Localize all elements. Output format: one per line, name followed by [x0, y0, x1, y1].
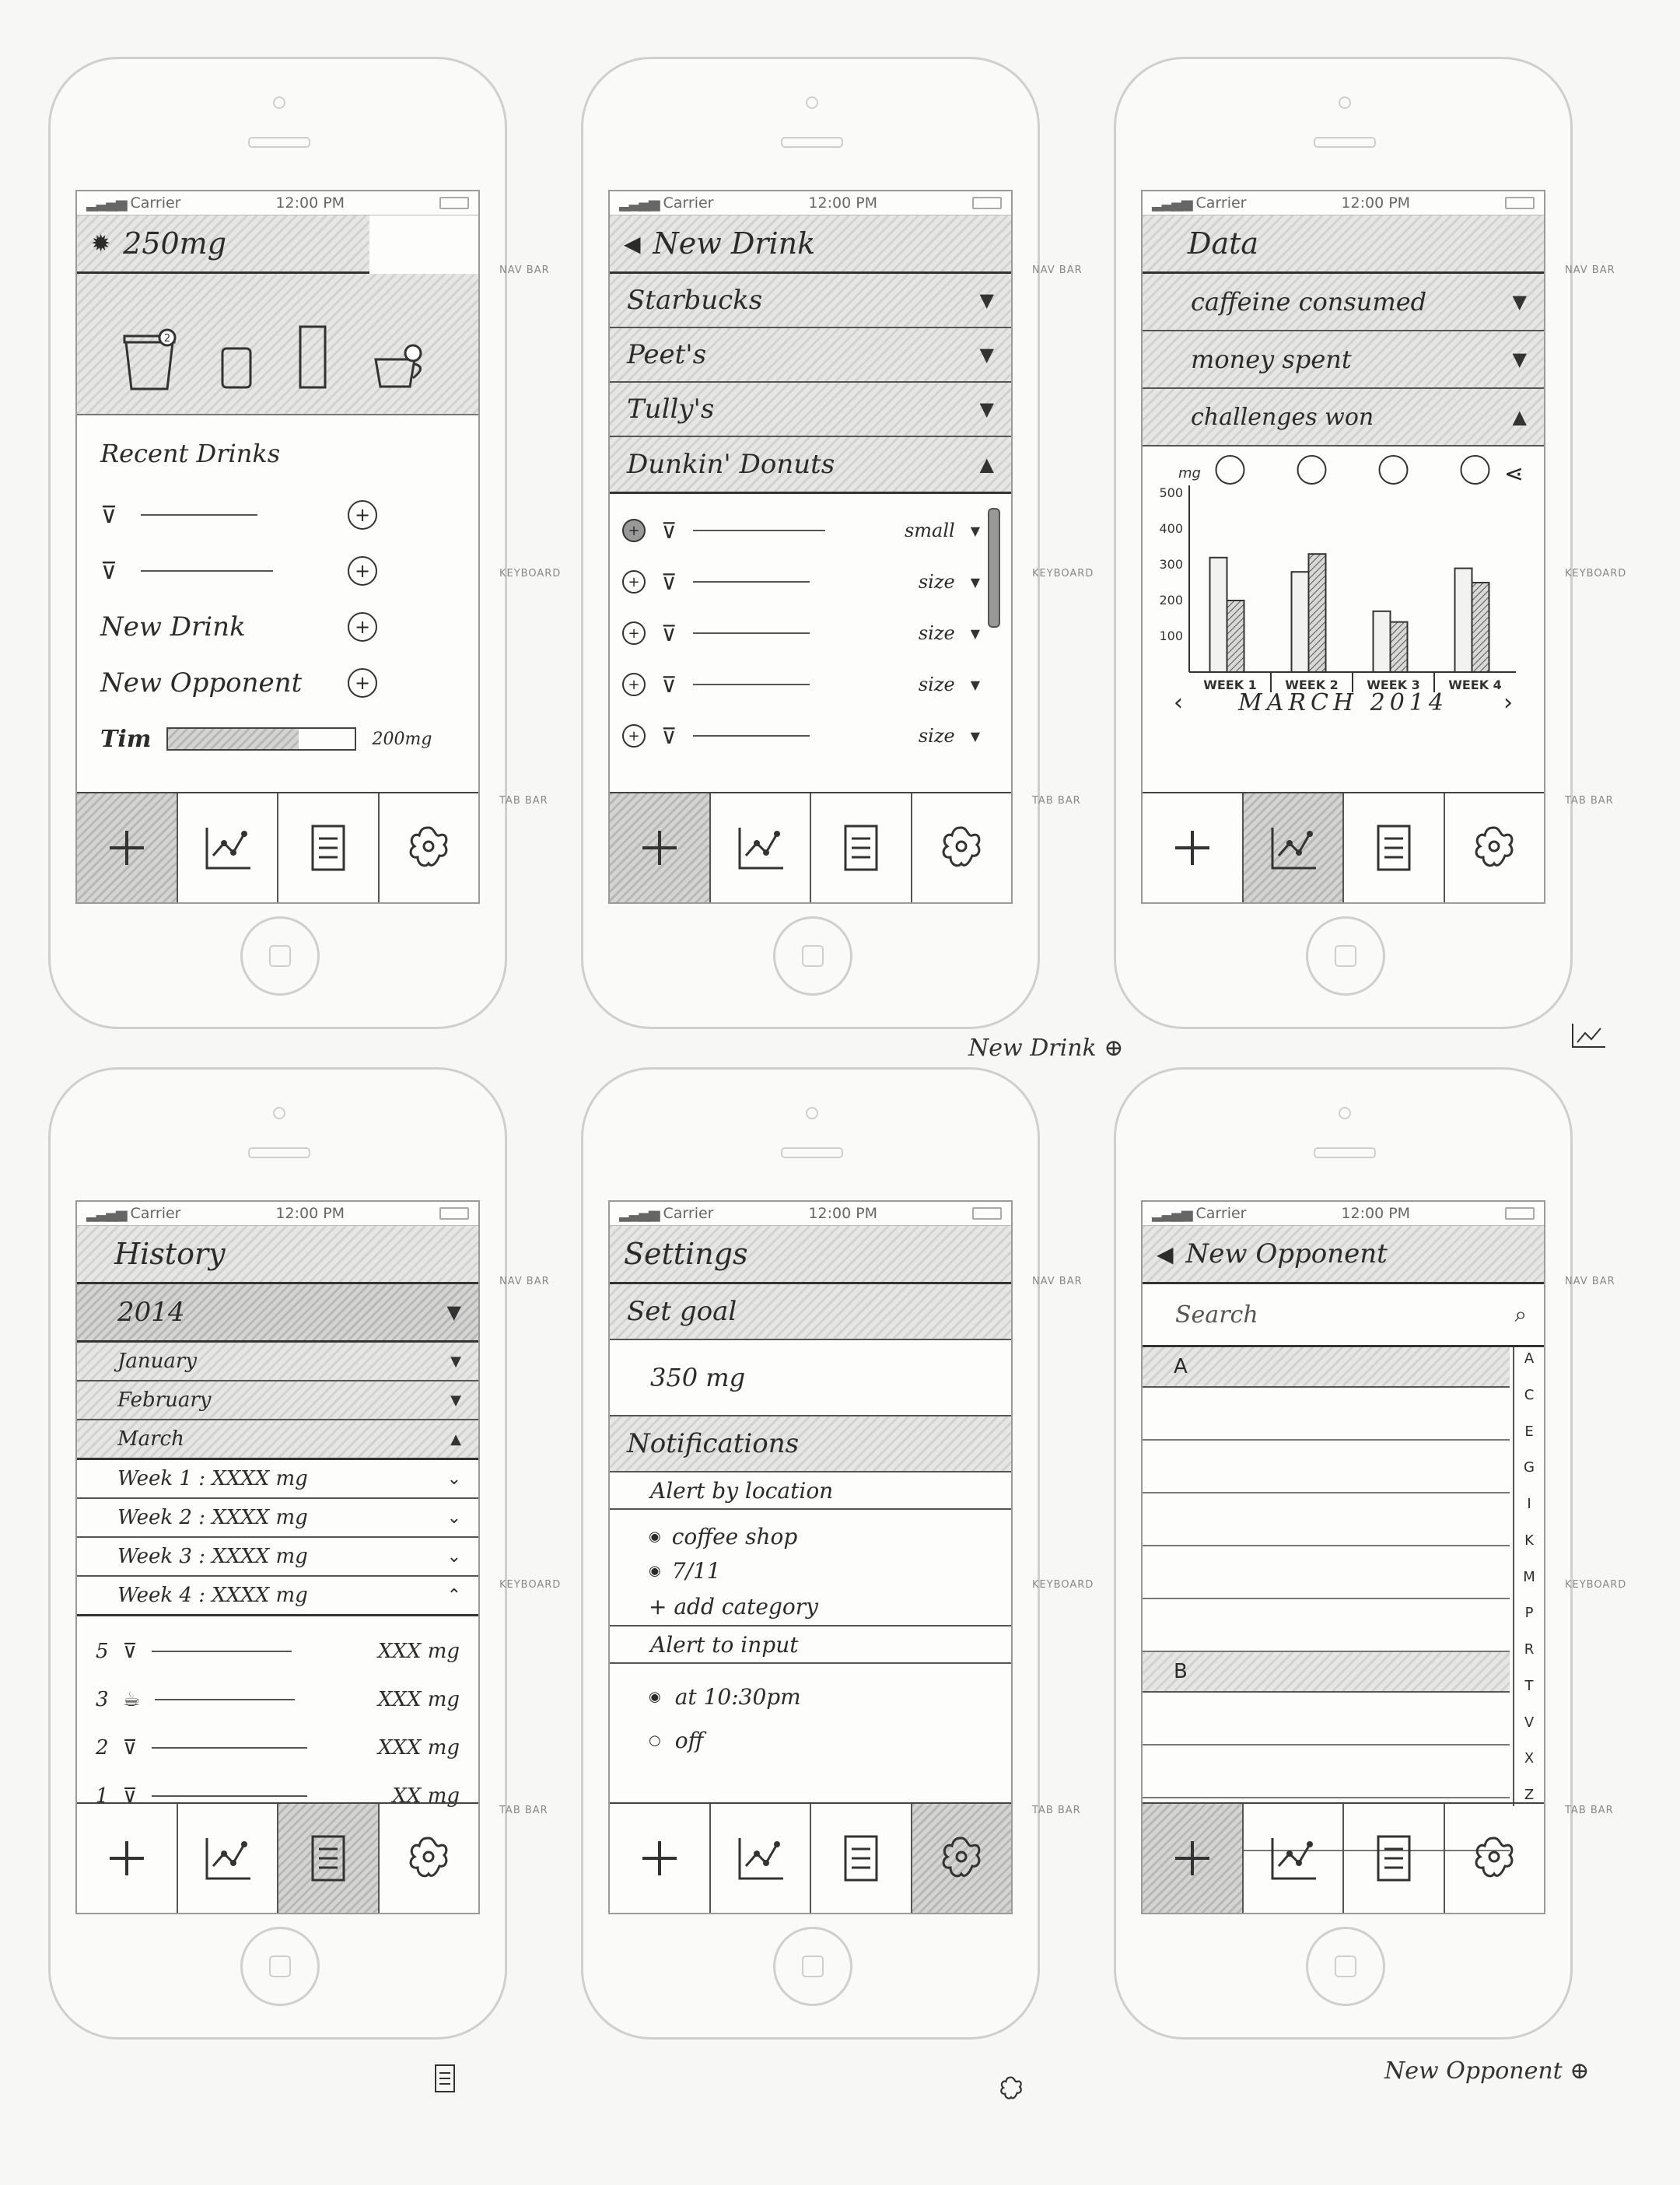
month-row[interactable]: January ▼: [77, 1343, 478, 1381]
status-bar: ▂▃▄▅ Carrier 12:00 PM: [77, 191, 478, 215]
add-circle-icon: ⊕: [1570, 2057, 1590, 2085]
caption-new-opponent: New Opponent ⊕: [1384, 2057, 1590, 2085]
cup-icon: ⊽: [661, 671, 677, 698]
nav-bar: [77, 215, 369, 274]
camera: [273, 96, 285, 109]
battery-icon: [972, 197, 1002, 209]
camera: [806, 96, 818, 109]
settings-gear-icon: [996, 2073, 1027, 2104]
tab-add[interactable]: [610, 1804, 711, 1913]
bar-goal: [1227, 601, 1244, 672]
svg-text:2: 2: [163, 333, 170, 345]
page-title: New Opponent: [1185, 1238, 1388, 1269]
month-selector: [1143, 689, 1544, 716]
tab-data[interactable]: [711, 1804, 812, 1913]
settings-gear-icon[interactable]: ✹: [91, 229, 111, 257]
y-axis-label: mg: [1178, 465, 1201, 481]
drink-item[interactable]: + ⊽ size ▼: [622, 556, 980, 608]
radio-selected-icon[interactable]: ◉: [649, 1562, 661, 1579]
vendor-row-expanded[interactable]: Dunkin' Donuts ▲: [610, 437, 1011, 494]
index-letter[interactable]: C: [1524, 1386, 1535, 1403]
drink-item[interactable]: + ⊽ size ▼: [622, 659, 980, 710]
bar-goal: [1309, 554, 1326, 672]
set-goal-header: Set goal: [610, 1284, 1011, 1340]
history-items: [77, 1616, 478, 1820]
chevron-down-icon: ▼: [450, 1392, 461, 1409]
y-tick-label: 500: [1159, 485, 1183, 500]
result-face-icon: [1461, 456, 1489, 484]
battery-icon: [439, 1207, 469, 1220]
section-header-a: A: [1143, 1347, 1510, 1388]
contact-row[interactable]: [1143, 1546, 1510, 1599]
index-letter[interactable]: A: [1524, 1350, 1535, 1367]
notifications-header: Notifications: [610, 1416, 1011, 1472]
opponent-progress-fill: [168, 729, 299, 749]
label-tab-bar: TAB BAR: [1032, 795, 1081, 807]
phone-settings: [581, 1067, 1040, 2040]
placeholder-line: [693, 684, 810, 685]
radio-selected-icon[interactable]: ◉: [649, 1688, 661, 1705]
label-tab-bar: TAB BAR: [1565, 795, 1614, 807]
home-button[interactable]: [240, 916, 320, 996]
y-tick-label: 300: [1159, 557, 1183, 572]
status-bar: ▂▃▄▅ Carrier 12:00 PM: [610, 191, 1011, 215]
status-bar: ▂▃▄▅ Carrier 12:00 PM: [77, 1202, 478, 1226]
bar-consumed: [1455, 569, 1472, 672]
chevron-down-icon: ▼: [450, 1353, 461, 1370]
tab-settings[interactable]: [380, 793, 479, 902]
battery-icon: [439, 197, 469, 209]
tab-settings[interactable]: [1445, 793, 1545, 902]
week-row[interactable]: Week 4 : XXXX mg ⌃: [77, 1577, 478, 1616]
chevron-down-icon: ▼: [1512, 291, 1527, 313]
tab-data[interactable]: [1244, 1804, 1345, 1913]
speaker: [1314, 137, 1376, 148]
tab-add[interactable]: [77, 1804, 178, 1913]
tab-settings[interactable]: [1445, 1804, 1545, 1913]
index-letter[interactable]: K: [1524, 1532, 1534, 1549]
bar-consumed: [1210, 558, 1227, 672]
signal-icon: ▂▃▄▅: [619, 194, 659, 212]
index-letter[interactable]: M: [1523, 1568, 1535, 1585]
location-item[interactable]: ◉ coffee shop: [649, 1523, 798, 1549]
x-tick-label: WEEK 1: [1203, 678, 1257, 692]
section-header-b: B: [1143, 1652, 1510, 1693]
y-tick-label: 200: [1159, 593, 1183, 608]
caption-new-drink: New Drink ⊕: [968, 1035, 1124, 1062]
tab-bar: [77, 792, 478, 902]
signal-icon: ▂▃▄▅: [619, 1205, 659, 1222]
placeholder-line: [693, 735, 810, 737]
bar-goal: [1391, 622, 1408, 672]
screen-new-drink: [608, 190, 1013, 904]
result-face-icon: [1298, 456, 1326, 484]
battery-icon: [972, 1207, 1002, 1220]
x-tick-label: WEEK 2: [1285, 678, 1339, 692]
chevron-down-icon: ⌄: [446, 1469, 461, 1489]
bottle-icon[interactable]: [297, 324, 328, 390]
contact-row[interactable]: [1143, 1693, 1510, 1746]
page-title: Data: [1188, 226, 1259, 261]
radio-empty-icon[interactable]: ○: [649, 1732, 661, 1749]
tab-data[interactable]: [1244, 793, 1345, 902]
index-letter[interactable]: P: [1524, 1605, 1534, 1622]
phone-new-opponent: [1114, 1067, 1573, 2040]
chevron-down-icon: ▼: [979, 398, 994, 420]
status-bar: ▂▃▄▅ Carrier 12:00 PM: [1143, 1202, 1544, 1226]
new-drink-label: New Drink: [100, 611, 246, 643]
contact-row[interactable]: [1143, 1746, 1510, 1798]
recent-drink-row[interactable]: [100, 487, 455, 543]
signal-icon: ▂▃▄▅: [86, 1205, 126, 1222]
alphabet-index[interactable]: [1513, 1347, 1544, 1806]
drink-size-list: [610, 494, 1011, 762]
status-bar: ▂▃▄▅ Carrier 12:00 PM: [1143, 191, 1544, 215]
filter-row[interactable]: challenges won ▲: [1143, 389, 1544, 446]
tab-bar: [77, 1802, 478, 1913]
search-input[interactable]: Search: [1175, 1301, 1258, 1329]
chevron-down-icon: ▼: [970, 677, 980, 692]
cup-icon: ⊽: [661, 723, 677, 749]
chevron-down-icon: ▼: [970, 574, 980, 590]
add-circle-icon[interactable]: +: [622, 622, 646, 645]
tab-data[interactable]: [711, 793, 812, 902]
placeholder-line: [141, 514, 257, 516]
tab-history[interactable]: [278, 793, 380, 902]
bar-goal: [1472, 583, 1489, 672]
screen-history: [75, 1200, 480, 1914]
next-month-icon[interactable]: ›: [1503, 689, 1513, 716]
tab-history[interactable]: [1344, 793, 1445, 902]
contact-list: [1143, 1347, 1544, 1851]
camera: [1339, 96, 1351, 109]
vendor-row[interactable]: Starbucks ▼: [610, 274, 1011, 328]
cup-icon: ⊽: [661, 569, 677, 595]
cup-icon: ⊽: [122, 1736, 138, 1760]
phone-history: [48, 1067, 507, 2040]
alert-input-header: Alert to input: [610, 1626, 1011, 1664]
goal-input[interactable]: 350 mg: [610, 1340, 1011, 1416]
option-off[interactable]: ○ off: [649, 1727, 704, 1753]
cup-icon: ⊽: [100, 501, 117, 529]
signal-icon: ▂▃▄▅: [1152, 194, 1192, 212]
bar-consumed: [1374, 611, 1391, 672]
tab-bar: [1143, 1802, 1544, 1913]
can-icon[interactable]: [219, 345, 254, 390]
contact-row[interactable]: [1143, 1441, 1510, 1493]
add-category-button[interactable]: + add category: [649, 1593, 818, 1619]
chevron-down-icon: ▼: [970, 728, 980, 744]
tab-add[interactable]: [610, 793, 711, 902]
label-keyboard: KEYBOARD: [1032, 1579, 1094, 1591]
nav-bar: [1143, 1226, 1544, 1284]
camera: [273, 1107, 285, 1119]
home-button[interactable]: [773, 1927, 852, 2006]
opponent-progress-bar: [166, 727, 356, 751]
add-icon[interactable]: +: [348, 500, 377, 530]
y-tick-label: 100: [1159, 629, 1183, 643]
phone-home: [48, 57, 507, 1029]
cup-icon: ⊽: [122, 1640, 138, 1663]
index-letter[interactable]: V: [1524, 1714, 1535, 1731]
tab-history[interactable]: [811, 793, 912, 902]
cup-icon: ⊽: [661, 517, 677, 544]
page-title: History: [114, 1237, 226, 1271]
radio-selected-icon[interactable]: ◉: [649, 1528, 661, 1545]
month-row[interactable]: March ▲: [77, 1420, 478, 1460]
add-circle-icon[interactable]: +: [622, 724, 646, 748]
coffee-cup-icon[interactable]: [122, 328, 177, 390]
page-title: New Drink: [653, 226, 816, 261]
label-tab-bar: TAB BAR: [1032, 1805, 1081, 1816]
chevron-up-icon: ▲: [1512, 406, 1527, 428]
cup-icon: ⊽: [100, 557, 117, 585]
battery-icon: [1505, 197, 1535, 209]
tab-settings[interactable]: [380, 1804, 479, 1913]
filter-row[interactable]: caffeine consumed ▼: [1143, 274, 1544, 331]
week-row[interactable]: Week 3 : XXXX mg ⌄: [77, 1538, 478, 1577]
index-letter[interactable]: R: [1524, 1641, 1535, 1658]
tab-add[interactable]: [1143, 793, 1244, 902]
chevron-down-icon: ⌄: [446, 1507, 461, 1528]
placeholder-line: [693, 632, 810, 634]
tab-add[interactable]: [1143, 1804, 1244, 1913]
chevron-down-icon: ⌄: [446, 1546, 461, 1567]
label-nav-bar: NAV BAR: [1032, 264, 1083, 276]
add-icon[interactable]: +: [348, 612, 377, 642]
add-circle-icon: ⊕: [1104, 1035, 1124, 1062]
chevron-down-icon: ▼: [446, 1301, 461, 1323]
speaker: [248, 1147, 310, 1158]
add-circle-icon[interactable]: +: [622, 570, 646, 594]
drink-item[interactable]: + ⊽ small ▼: [622, 505, 980, 556]
vendor-row[interactable]: Peet's ▼: [610, 328, 1011, 383]
page-title: Settings: [624, 1237, 748, 1271]
tab-data[interactable]: [178, 1804, 279, 1913]
nav-bar: [1143, 215, 1544, 274]
history-item[interactable]: 2 ⊽ XXX mg: [96, 1736, 460, 1760]
cup-icon: ⊽: [122, 1784, 138, 1808]
x-tick-label: WEEK 4: [1448, 678, 1502, 692]
option-time[interactable]: ◉ at 10:30pm: [649, 1683, 801, 1710]
phone-data: [1114, 57, 1573, 1029]
nav-bar: [77, 1226, 478, 1284]
add-icon[interactable]: +: [348, 556, 377, 586]
vendor-row[interactable]: Tully's ▼: [610, 383, 1011, 437]
tab-history[interactable]: [278, 1804, 380, 1913]
label-nav-bar: NAV BAR: [499, 264, 550, 276]
index-letter[interactable]: Z: [1524, 1787, 1535, 1803]
screen-data: [1141, 190, 1545, 904]
chart-area: [1143, 446, 1544, 773]
drink-item[interactable]: + ⊽ size ▼: [622, 710, 980, 762]
mug-icon[interactable]: [371, 344, 433, 390]
label-nav-bar: NAV BAR: [499, 1276, 550, 1287]
back-icon[interactable]: ◀: [1157, 1241, 1174, 1267]
label-tab-bar: TAB BAR: [499, 795, 548, 807]
recent-drinks: [77, 415, 478, 767]
prev-month-icon[interactable]: ‹: [1174, 689, 1183, 716]
label-keyboard: KEYBOARD: [1032, 568, 1094, 580]
chevron-down-icon: ▼: [970, 523, 980, 538]
recent-drink-row[interactable]: [100, 543, 455, 599]
mug-icon: ☕: [122, 1688, 141, 1711]
add-circle-icon[interactable]: +: [622, 519, 646, 542]
page-title: 250mg: [123, 226, 227, 261]
opponent-row[interactable]: [100, 711, 455, 767]
add-icon[interactable]: +: [348, 668, 377, 698]
chevron-down-icon: ▼: [1512, 348, 1527, 370]
label-keyboard: KEYBOARD: [499, 568, 562, 580]
opponent-name: Tim: [100, 725, 152, 753]
placeholder-line: [155, 1699, 295, 1700]
tab-history[interactable]: [811, 1804, 912, 1913]
history-item[interactable]: 1 ⊽ XX mg: [96, 1784, 460, 1808]
chevron-up-icon: ▲: [979, 453, 994, 475]
speaker: [781, 1147, 843, 1158]
bar-consumed: [1292, 572, 1309, 672]
camera: [806, 1107, 818, 1119]
placeholder-line: [152, 1795, 307, 1797]
chevron-down-icon: ▼: [979, 344, 994, 366]
index-letter[interactable]: G: [1524, 1459, 1535, 1476]
home-button[interactable]: [240, 1927, 320, 2006]
label-keyboard: KEYBOARD: [1565, 568, 1627, 580]
index-letter[interactable]: X: [1524, 1750, 1535, 1767]
index-letter[interactable]: T: [1524, 1677, 1534, 1694]
history-icon: [433, 2063, 457, 2094]
tab-bar: [610, 1802, 1011, 1913]
search-icon[interactable]: ⌕: [1514, 1301, 1527, 1327]
label-nav-bar: NAV BAR: [1032, 1276, 1083, 1287]
placeholder-line: [152, 1747, 307, 1749]
label-tab-bar: TAB BAR: [1565, 1805, 1614, 1816]
screen-new-opponent: [1141, 1200, 1545, 1914]
alert-location-header: Alert by location: [610, 1472, 1011, 1510]
tab-history[interactable]: [1344, 1804, 1445, 1913]
placeholder-line: [141, 570, 273, 572]
battery-icon: [1505, 1207, 1535, 1220]
home-button[interactable]: [1306, 916, 1385, 996]
screen-home: [75, 190, 480, 904]
drink-shelf: [77, 274, 478, 415]
contact-row[interactable]: [1143, 1493, 1510, 1546]
result-face-icon: [1380, 456, 1408, 484]
placeholder-line: [693, 581, 810, 583]
add-circle-icon[interactable]: +: [622, 673, 646, 696]
label-keyboard: KEYBOARD: [499, 1579, 562, 1591]
chart-icon: [1570, 1021, 1608, 1052]
search-bar[interactable]: [1143, 1284, 1544, 1347]
opponent-value: 200mg: [372, 729, 432, 749]
back-icon[interactable]: ◀: [624, 230, 641, 257]
tab-bar: [1143, 792, 1544, 902]
nav-bar: [610, 215, 1011, 274]
scrollbar[interactable]: [988, 508, 1000, 628]
chevron-down-icon: ▼: [979, 289, 994, 311]
placeholder-line: [693, 530, 825, 531]
cup-icon: ⊽: [661, 620, 677, 646]
share-icon[interactable]: ⋖: [1503, 460, 1524, 488]
speaker: [1314, 1147, 1376, 1158]
month-label: MARCH 2014: [1238, 689, 1448, 716]
new-opponent-label: New Opponent: [100, 667, 303, 699]
speaker: [781, 137, 843, 148]
placeholder-line: [152, 1651, 292, 1652]
tab-add[interactable]: [77, 793, 178, 902]
home-button[interactable]: [773, 916, 852, 996]
location-list: [610, 1510, 1011, 1626]
history-item[interactable]: 5 ⊽ XXX mg: [96, 1640, 460, 1663]
tab-settings[interactable]: [912, 793, 1012, 902]
week-row[interactable]: Week 1 : XXXX mg ⌄: [77, 1460, 478, 1499]
chevron-up-icon: ⌃: [446, 1585, 461, 1605]
label-tab-bar: TAB BAR: [499, 1805, 548, 1816]
recent-heading: Recent Drinks: [100, 439, 281, 468]
history-item[interactable]: 3 ☕ XXX mg: [96, 1688, 460, 1711]
signal-icon: ▂▃▄▅: [86, 194, 126, 212]
screen-settings: [608, 1200, 1013, 1914]
chevron-up-icon: ▲: [450, 1430, 461, 1448]
contact-row[interactable]: [1143, 1388, 1510, 1441]
phone-new-drink: [581, 57, 1040, 1029]
camera: [1339, 1107, 1351, 1119]
year-row[interactable]: 2014 ▼: [77, 1284, 478, 1343]
filter-row[interactable]: money spent ▼: [1143, 331, 1544, 389]
chevron-down-icon: ▼: [970, 625, 980, 641]
location-item[interactable]: ◉ 7/11: [649, 1557, 721, 1584]
month-row[interactable]: February ▼: [77, 1381, 478, 1420]
y-tick-label: 400: [1159, 521, 1183, 536]
index-letter[interactable]: I: [1527, 1496, 1531, 1512]
week-row[interactable]: Week 2 : XXXX mg ⌄: [77, 1499, 478, 1538]
x-tick-label: WEEK 3: [1367, 678, 1420, 692]
tab-bar: [610, 792, 1011, 902]
tab-data[interactable]: [178, 793, 279, 902]
tab-settings[interactable]: [912, 1804, 1012, 1913]
new-drink-row[interactable]: [100, 599, 455, 655]
drink-item[interactable]: + ⊽ size ▼: [622, 608, 980, 659]
alert-options: [610, 1664, 1011, 1773]
result-face-icon: [1216, 456, 1244, 484]
label-nav-bar: NAV BAR: [1565, 264, 1615, 276]
contact-row[interactable]: [1143, 1599, 1510, 1652]
signal-icon: ▂▃▄▅: [1152, 1205, 1192, 1222]
home-button[interactable]: [1306, 1927, 1385, 2006]
speaker: [248, 137, 310, 148]
nav-bar: [610, 1226, 1011, 1284]
status-bar: ▂▃▄▅ Carrier 12:00 PM: [610, 1202, 1011, 1226]
label-keyboard: KEYBOARD: [1565, 1579, 1627, 1591]
label-nav-bar: NAV BAR: [1565, 1276, 1615, 1287]
new-opponent-row[interactable]: [100, 655, 455, 711]
index-letter[interactable]: E: [1524, 1423, 1534, 1440]
